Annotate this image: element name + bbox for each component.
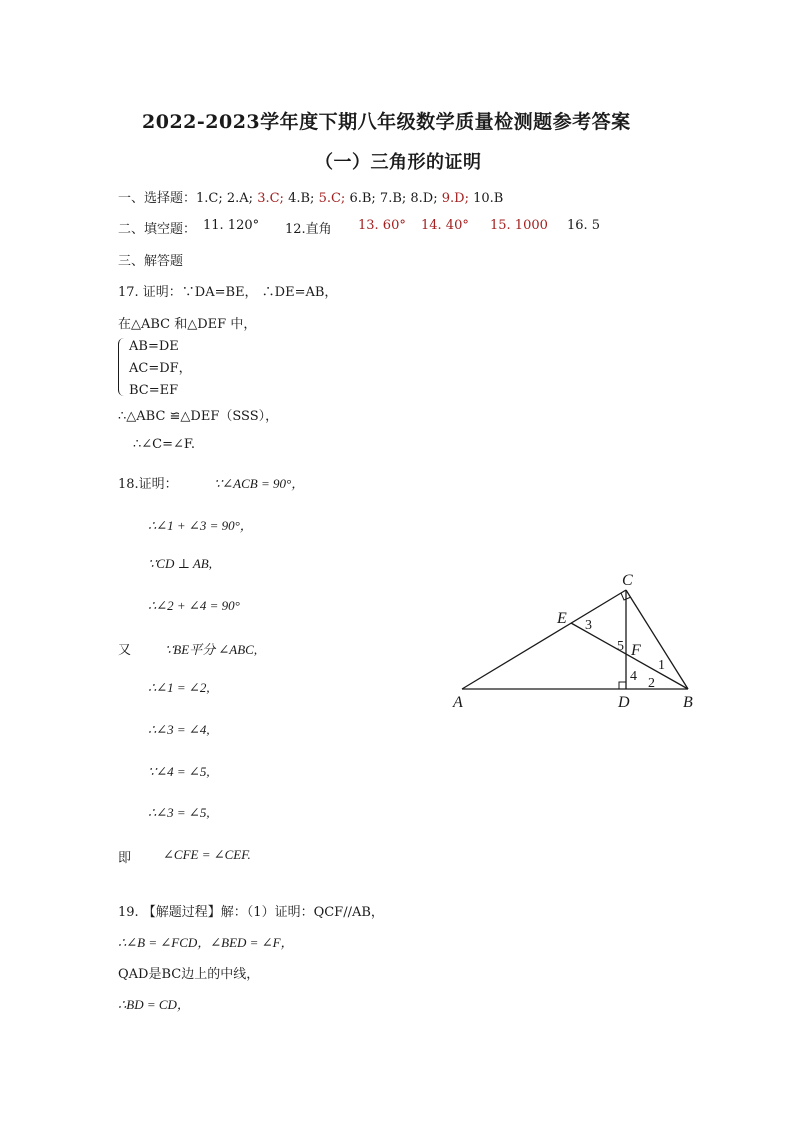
mc-label: 一、选择题：	[118, 191, 197, 206]
fill-answer-14: 14. 40°	[421, 218, 469, 233]
triangle-figure	[445, 565, 715, 720]
q17-system-eq-1: AB=DE	[129, 339, 179, 354]
q17-line-3: ∴△ABC ≌△DEF（SSS），	[118, 409, 279, 424]
q17-line-4: ∴∠C=∠F.	[133, 437, 196, 452]
angle-label-4: 4	[630, 669, 637, 684]
q17-system-eq-2: AC=DF，	[129, 361, 192, 376]
left-brace	[118, 338, 127, 396]
mc-answer-1: 1.C;	[196, 191, 223, 206]
mc-answer-6: 6.B;	[349, 191, 376, 206]
point-label-f: F	[631, 642, 641, 659]
fill-answer-15: 15. 1000	[490, 218, 548, 233]
fill-answer-12: 12.直角	[285, 222, 332, 237]
point-label-c: C	[622, 572, 633, 589]
q19-line-1: 19. 【解题过程】解：（1）证明：QCF//AB，	[118, 905, 384, 920]
q19-line-4: ∴BD = CD，	[118, 997, 190, 1012]
fill-answer-13: 13. 60°	[358, 218, 406, 233]
mc-answer-9: 9.D;	[441, 191, 469, 206]
point-label-d: D	[618, 694, 630, 711]
q19-line-2: ∴∠B = ∠FCD，∠BED = ∠F，	[118, 935, 294, 950]
mc-answer-10: 10.B	[473, 191, 504, 206]
angle-label-3: 3	[585, 618, 592, 633]
q18-step-9: ∴∠3 = ∠5,	[148, 805, 210, 820]
point-label-b: B	[683, 694, 693, 711]
q18-prefix-you: 又	[118, 643, 132, 658]
angle-label-2: 2	[648, 676, 655, 691]
q18-step-10: ∠CFE = ∠CEF.	[163, 847, 251, 862]
q18-step-6: ∴∠1 = ∠2,	[148, 680, 210, 695]
section-subtitle: （一）三角形的证明	[315, 152, 482, 173]
q17-line-2: 在△ABC 和△DEF 中，	[118, 317, 257, 332]
mc-answer-3: 3.C;	[257, 191, 284, 206]
mc-answers	[118, 187, 503, 206]
point-label-a: A	[453, 694, 463, 711]
mc-answer-4: 4.B;	[288, 191, 315, 206]
point-label-e: E	[557, 610, 567, 627]
page-title: 2022-2023学年度下期八年级数学质量检测题参考答案	[142, 111, 631, 133]
mc-answer-8: 8.D;	[410, 191, 438, 206]
q18-prefix-ji: 即	[118, 851, 132, 866]
q18-label: 18.证明：	[118, 477, 178, 492]
mc-answer-2: 2.A;	[226, 191, 254, 206]
mc-answer-5: 5.C;	[318, 191, 346, 206]
q19-line-3: QAD是BC边上的中线，	[118, 967, 260, 982]
mc-answer-7: 7.B;	[379, 191, 407, 206]
section-3-heading: 三、解答题	[118, 254, 184, 269]
angle-label-1: 1	[658, 658, 665, 673]
right-angle-d	[619, 682, 626, 689]
q18-step-8: ∵∠4 = ∠5,	[148, 764, 210, 779]
q18-step-5: ∵BE平分 ∠ABC,	[165, 642, 258, 657]
q17-system-eq-3: BC=EF	[129, 383, 179, 398]
q18-step-2: ∴∠1 + ∠3 = 90°，	[148, 518, 253, 533]
fill-answer-16: 16. 5	[567, 218, 601, 233]
q18-step-1: ∵∠ACB = 90°，	[214, 476, 305, 491]
fill-label: 二、填空题：	[118, 222, 197, 237]
q18-step-4: ∴∠2 + ∠4 = 90°	[148, 598, 240, 613]
q17-line-1: 17. 证明：∵DA=BE， ∴DE=AB，	[118, 285, 338, 300]
angle-label-5: 5	[617, 639, 624, 654]
q18-step-3: ∵CD ⊥ AB,	[148, 556, 212, 571]
q18-step-7: ∴∠3 = ∠4,	[148, 722, 210, 737]
fill-answer-11: 11. 120°	[203, 218, 260, 233]
